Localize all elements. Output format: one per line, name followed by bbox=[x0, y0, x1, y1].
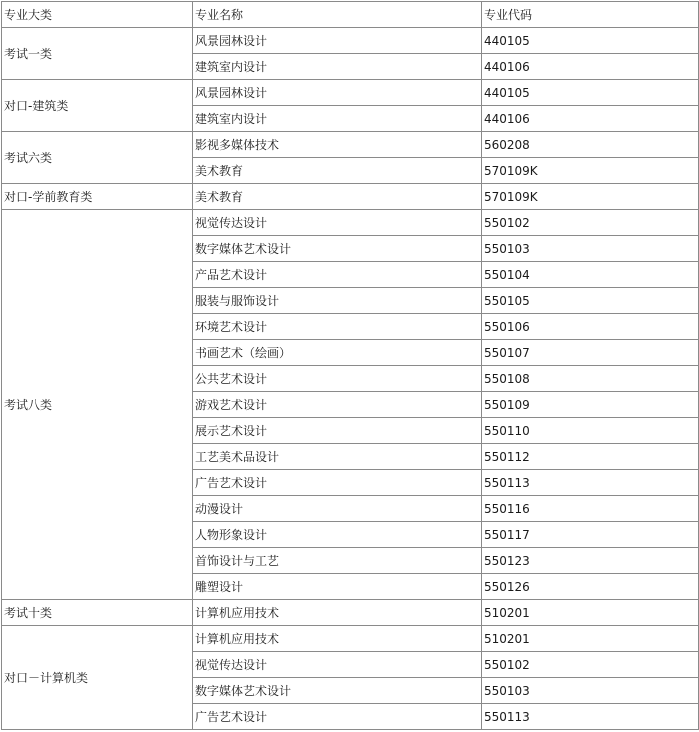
major-code-cell: 550102 bbox=[482, 210, 699, 236]
major-name-cell: 人物形象设计 bbox=[193, 522, 482, 548]
category-cell: 考试十类 bbox=[2, 600, 193, 626]
major-code-cell: 550102 bbox=[482, 652, 699, 678]
major-code-cell: 560208 bbox=[482, 132, 699, 158]
major-name-cell: 数字媒体艺术设计 bbox=[193, 236, 482, 262]
major-code-cell: 510201 bbox=[482, 600, 699, 626]
major-name-cell: 展示艺术设计 bbox=[193, 418, 482, 444]
major-name-cell: 工艺美术品设计 bbox=[193, 444, 482, 470]
major-code-cell: 550108 bbox=[482, 366, 699, 392]
major-code-cell: 440106 bbox=[482, 54, 699, 80]
major-code-cell: 550109 bbox=[482, 392, 699, 418]
table-row bbox=[2, 184, 699, 210]
major-code-cell: 550112 bbox=[482, 444, 699, 470]
header-major-code: 专业代码 bbox=[482, 2, 699, 28]
major-name-cell: 公共艺术设计 bbox=[193, 366, 482, 392]
category-cell: 考试八类 bbox=[2, 210, 193, 600]
major-code-cell: 550104 bbox=[482, 262, 699, 288]
major-name-cell: 雕塑设计 bbox=[193, 574, 482, 600]
header-major-name: 专业名称 bbox=[193, 2, 482, 28]
major-name-cell: 环境艺术设计 bbox=[193, 314, 482, 340]
major-code-cell: 550110 bbox=[482, 418, 699, 444]
major-code-cell: 550116 bbox=[482, 496, 699, 522]
category-cell: 考试六类 bbox=[2, 132, 193, 184]
major-name-cell: 广告艺术设计 bbox=[193, 704, 482, 730]
table-row bbox=[2, 626, 699, 652]
major-name-cell: 视觉传达设计 bbox=[193, 652, 482, 678]
table-row bbox=[2, 600, 699, 626]
category-cell: 对口-学前教育类 bbox=[2, 184, 193, 210]
category-cell: 对口－计算机类 bbox=[2, 626, 193, 730]
major-name-cell: 视觉传达设计 bbox=[193, 210, 482, 236]
header-row bbox=[2, 2, 699, 28]
major-code-cell: 550126 bbox=[482, 574, 699, 600]
major-name-cell: 首饰设计与工艺 bbox=[193, 548, 482, 574]
major-name-cell: 风景园林设计 bbox=[193, 28, 482, 54]
table-row bbox=[2, 210, 699, 236]
major-name-cell: 动漫设计 bbox=[193, 496, 482, 522]
table-row bbox=[2, 80, 699, 106]
major-name-cell: 产品艺术设计 bbox=[193, 262, 482, 288]
major-table bbox=[1, 1, 699, 730]
major-code-cell: 550113 bbox=[482, 704, 699, 730]
major-code-cell: 440105 bbox=[482, 28, 699, 54]
major-name-cell: 影视多媒体技术 bbox=[193, 132, 482, 158]
major-code-cell: 550106 bbox=[482, 314, 699, 340]
major-name-cell: 书画艺术（绘画） bbox=[193, 340, 482, 366]
major-code-cell: 550103 bbox=[482, 678, 699, 704]
major-code-cell: 570109K bbox=[482, 158, 699, 184]
table-body bbox=[2, 28, 699, 730]
table-row bbox=[2, 28, 699, 54]
major-code-cell: 550107 bbox=[482, 340, 699, 366]
major-code-cell: 550123 bbox=[482, 548, 699, 574]
category-cell: 考试一类 bbox=[2, 28, 193, 80]
major-name-cell: 建筑室内设计 bbox=[193, 54, 482, 80]
major-name-cell: 美术教育 bbox=[193, 158, 482, 184]
major-name-cell: 服装与服饰设计 bbox=[193, 288, 482, 314]
major-name-cell: 风景园林设计 bbox=[193, 80, 482, 106]
category-cell: 对口-建筑类 bbox=[2, 80, 193, 132]
major-code-cell: 510201 bbox=[482, 626, 699, 652]
major-name-cell: 数字媒体艺术设计 bbox=[193, 678, 482, 704]
major-name-cell: 建筑室内设计 bbox=[193, 106, 482, 132]
major-name-cell: 计算机应用技术 bbox=[193, 626, 482, 652]
major-code-cell: 550105 bbox=[482, 288, 699, 314]
major-code-cell: 440106 bbox=[482, 106, 699, 132]
major-code-cell: 570109K bbox=[482, 184, 699, 210]
major-name-cell: 计算机应用技术 bbox=[193, 600, 482, 626]
major-name-cell: 广告艺术设计 bbox=[193, 470, 482, 496]
header-category: 专业大类 bbox=[2, 2, 193, 28]
major-name-cell: 游戏艺术设计 bbox=[193, 392, 482, 418]
major-code-cell: 550117 bbox=[482, 522, 699, 548]
major-name-cell: 美术教育 bbox=[193, 184, 482, 210]
major-code-cell: 550103 bbox=[482, 236, 699, 262]
major-code-cell: 440105 bbox=[482, 80, 699, 106]
table-row bbox=[2, 132, 699, 158]
major-code-cell: 550113 bbox=[482, 470, 699, 496]
